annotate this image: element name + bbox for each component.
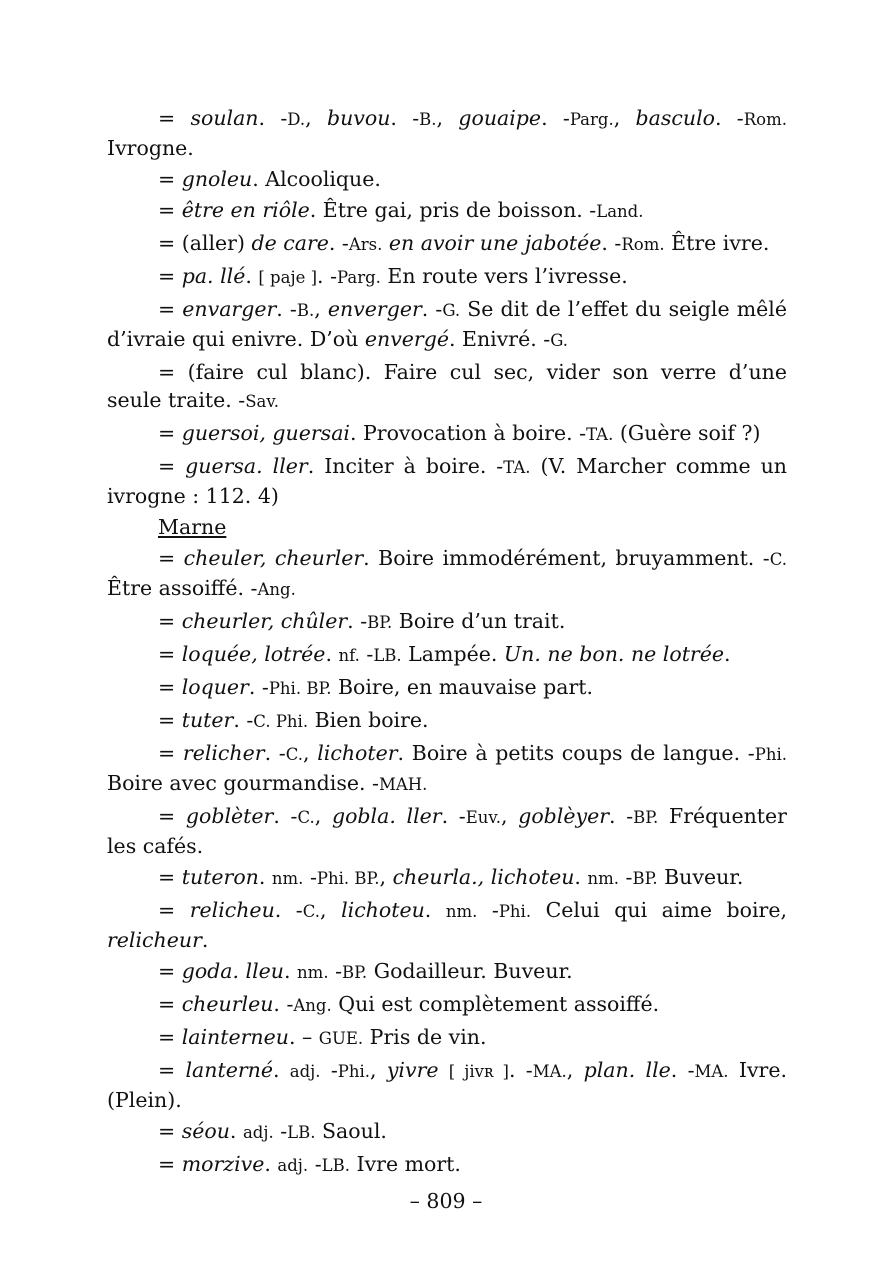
entry-text: Godailleur. Buveur. [367,959,573,983]
dictionary-entry [107,544,787,604]
entry-text: Lampée. [401,642,504,666]
entry-text: . - [609,804,634,828]
dictionary-entry [107,896,787,954]
dictionary-entry [107,673,787,703]
entry-text: . [272,1058,290,1082]
headword: cheurler, chûler [181,609,348,633]
entry-text: = [158,804,186,828]
entry-text: . - [601,231,622,255]
abbreviation: G. [550,331,569,350]
entry-text: Bien boire. [308,708,429,732]
dictionary-entry [107,419,787,449]
dictionary-entry [107,262,787,292]
entry-text: = (faire cul blanc). Faire cul sec, vider son verre d’une seule traite. - [107,360,787,412]
abbreviation: D. [287,110,306,129]
entry-text: . - [541,106,570,130]
abbreviation: [ paje ] [258,268,318,287]
abbreviation: C. [302,902,321,921]
abbreviation: Rom. [743,110,787,129]
abbreviation: adj. [242,1123,274,1142]
entry-text: Boire d’un trait. [392,609,566,633]
abbreviation: LB. [321,1156,350,1175]
abbreviation: C. [769,550,787,569]
abbreviation: LB. [287,1123,316,1142]
entry-text: = [158,1025,182,1049]
entry-text: . - [670,1058,695,1082]
entry-text: = [158,992,182,1016]
entry-text: = [158,675,182,699]
entry-text: Boire, en mauvaise part. [331,675,594,699]
entry-text: . - [347,609,368,633]
entry-text: , [379,865,393,889]
abbreviation: Parg. [337,268,381,287]
abbreviation: [ jivʀ ] [448,1062,509,1081]
entry-text: . - [390,106,420,130]
entry-text: Se dit de l’effet du seigle mêlé d’ivraie qui enivre. D’où [107,297,787,351]
abbreviation: TA. [586,425,614,444]
headword: lainterneu [181,1025,289,1049]
abbreviation: G. [442,301,461,320]
entry-text: = [158,609,182,633]
headword: envergé [364,327,449,351]
headword: Un. ne bon. ne lotrée [503,642,724,666]
entry-text: . Alcoolique. [252,167,381,191]
entry-text: = [158,1058,186,1082]
headword: lanterné [185,1058,273,1082]
abbreviation: MAH. [378,775,428,794]
entry-text: , [436,106,459,130]
entry-text: Être assoiffé. - [107,576,258,600]
dictionary-entry [107,802,787,860]
headword: cheurleu [181,992,274,1016]
entry-text: , [303,741,318,765]
entry-text: . – [288,1025,319,1049]
abbreviation: C. [297,808,315,827]
entry-text: - [320,1058,338,1082]
entry-text: . [325,642,339,666]
entry-text: = [158,708,182,732]
entry-text: . - [328,231,349,255]
dictionary-entry [107,739,787,799]
entry-text: . [258,865,272,889]
entry-text: Ivre. (Plein). [107,1058,787,1112]
dictionary-entry [107,706,787,736]
entry-text: - [303,865,317,889]
abbreviation: nm. [271,869,304,888]
entry-text: , [613,106,636,130]
section-heading-label: Marne [158,515,227,539]
entry-text: . [245,264,259,288]
abbreviation: TA. [503,458,531,477]
headword: buvou [326,106,391,130]
dictionary-text [107,104,787,1183]
headword: tuteron [181,865,259,889]
abbreviation: nm. [587,869,619,888]
abbreviation: MA. [532,1062,567,1081]
entry-text: Celui qui aime boire, [531,898,787,922]
headword: loquée, lotrée [181,642,326,666]
dictionary-entry [107,990,787,1020]
headword: en avoir une jabotée [388,231,602,255]
headword: pa. llé [181,264,246,288]
entry-text: Boire avec gourmandise. - [107,771,379,795]
entry-text: = [158,421,182,445]
entry-text: - [273,1119,288,1143]
entry-text: Qui est complètement assoiffé. [331,992,660,1016]
entry-text: . - [273,804,298,828]
headword: goblèter [185,804,274,828]
entry-text: . - [441,804,466,828]
abbreviation: GUE. [318,1029,364,1048]
headword: yivre [386,1058,439,1082]
entry-text: . - [421,297,443,321]
entry-text: = [158,546,184,570]
headword: lichoteu [341,898,425,922]
entry-text: = [158,106,191,130]
headword: être en riôle [181,198,310,222]
abbreviation: Land. [596,202,644,221]
abbreviation: C. [285,745,304,764]
entry-text: . [424,898,446,922]
entry-text: . - [258,106,288,130]
abbreviation: Ars. [348,235,383,254]
entry-text: . - [274,898,303,922]
dictionary-entry [107,452,787,510]
entry-text: , [566,1058,584,1082]
entry-text: - [359,642,374,666]
entry-text: Ivre mort. [349,1152,461,1176]
dictionary-entry [107,1150,787,1180]
entry-text: . - [276,297,297,321]
entry-text: = [158,642,182,666]
entry-text: Être ivre. [664,231,770,255]
entry-text: . Boire à petits coups de langue. - [397,741,755,765]
entry-text: (Guère soif ?) [613,421,761,445]
abbreviation: Sav. [245,392,279,411]
entry-text: = [158,1152,182,1176]
headword: envarger [182,297,277,321]
headword: relicher [182,741,265,765]
entry-text: = [158,741,183,765]
dictionary-entry [107,358,787,416]
entry-text: . [284,959,298,983]
abbreviation: BP. [342,963,368,982]
abbreviation: B. [419,110,437,129]
entry-text: . - [509,1058,533,1082]
entry-text: . [724,642,731,666]
headword: guersoi, guersai [181,421,350,445]
entry-text: . - [317,264,337,288]
entry-text: = [158,198,182,222]
entry-text: - [619,865,633,889]
entry-text: . [229,1119,243,1143]
abbreviation: nm. [297,963,329,982]
headword: relicheu [189,898,275,922]
abbreviation: Ang. [293,996,332,1015]
entry-text: = [158,898,190,922]
entry-text: = [158,959,182,983]
headword: cheurla., lichoteu [392,865,575,889]
entry-text: (V. Marcher comme un ivrogne : 112. 4) [107,454,788,508]
headword: gouaipe [458,106,542,130]
entry-text: Ivrogne. [107,136,194,160]
headword: gnoleu [181,167,253,191]
entry-text: , [314,804,332,828]
entry-text: . Enivré. - [448,327,551,351]
section-heading [107,513,787,541]
entry-text: . Boire immodérément, bruyamment. - [363,546,770,570]
entry-text: , [501,804,519,828]
abbreviation: Phi. BP. [268,679,332,698]
dictionary-entry [107,863,787,893]
abbreviation: adj. [277,1156,309,1175]
dictionary-entry [107,1117,787,1147]
entry-text: , [305,106,327,130]
page-number: – 809 – [409,1189,483,1213]
entry-text: . - [714,106,744,130]
abbreviation: B. [296,301,315,320]
headword: lichoter [317,741,398,765]
dictionary-entry [107,295,787,355]
dictionary-entry [107,196,787,226]
headword: tuter [181,708,234,732]
entry-text: = [158,167,182,191]
dictionary-entry [107,957,787,987]
entry-text: = [158,454,186,478]
abbreviation: Phi. BP. [316,869,380,888]
headword: loquer [181,675,249,699]
entry-text: En route vers l’ivresse. [380,264,628,288]
headword: morzive [181,1152,265,1176]
entry-text: . - [248,675,269,699]
headword: enverger [327,297,422,321]
entry-text: . [264,1152,278,1176]
headword: cheuler, cheurler [183,546,364,570]
dictionary-entry [107,1023,787,1053]
entry-text: - [477,898,499,922]
abbreviation: Ang. [257,580,296,599]
dictionary-entry [107,640,787,670]
entry-text: . - [233,708,254,732]
headword: basculo [635,106,715,130]
entry-text: = (aller) [158,231,252,255]
abbreviation: Euv. [465,808,502,827]
abbreviation: Rom. [621,235,665,254]
abbreviation: BP. [367,613,393,632]
entry-text: . [574,865,588,889]
entry-text: . - [273,992,294,1016]
entry-text: . - [264,741,286,765]
headword: goblèyer [518,804,610,828]
headword: de care [251,231,329,255]
dictionary-entry [107,607,787,637]
dictionary-entry [107,229,787,259]
entry-text: . Inciter à boire. - [307,454,504,478]
entry-text: Fréquenter les cafés. [107,804,787,858]
dictionary-entry [107,104,787,162]
entry-text: = [158,1119,182,1143]
headword: plan. lle [583,1058,671,1082]
entry-text: , [320,898,342,922]
abbreviation: C. Phi. [253,712,309,731]
abbreviation: Phi. [337,1062,371,1081]
dictionary-entry [107,165,787,193]
entry-text: = [158,264,182,288]
abbreviation: BP. [632,869,658,888]
abbreviation: nf. [338,646,360,665]
headword: séou [181,1119,230,1143]
headword: goda. lleu [181,959,284,983]
headword: relicheur [107,928,202,952]
abbreviation: nm. [445,902,478,921]
entry-text: , [370,1058,387,1082]
entry-text: = [158,865,182,889]
entry-text: . Provocation à boire. - [349,421,587,445]
abbreviation: adj. [289,1062,321,1081]
entry-text: . Être gai, pris de boisson. - [309,198,597,222]
entry-text: - [328,959,343,983]
entry-text: , [314,297,328,321]
abbreviation: Phi. [754,745,787,764]
headword: guersa. ller [185,454,308,478]
entry-text: Pris de vin. [363,1025,487,1049]
entry-text: = [158,297,183,321]
dictionary-entry [107,1056,787,1114]
entry-text [439,1058,449,1082]
abbreviation: BP. [633,808,659,827]
abbreviation: Parg. [569,110,614,129]
headword: gobla. ller [331,804,442,828]
entry-text: Saoul. [315,1119,387,1143]
entry-text: Buveur. [657,865,744,889]
abbreviation: MA. [694,1062,729,1081]
headword: soulan [190,106,259,130]
abbreviation: Phi. [498,902,532,921]
entry-text: - [308,1152,322,1176]
entry-text: . [201,928,209,952]
abbreviation: LB. [373,646,402,665]
